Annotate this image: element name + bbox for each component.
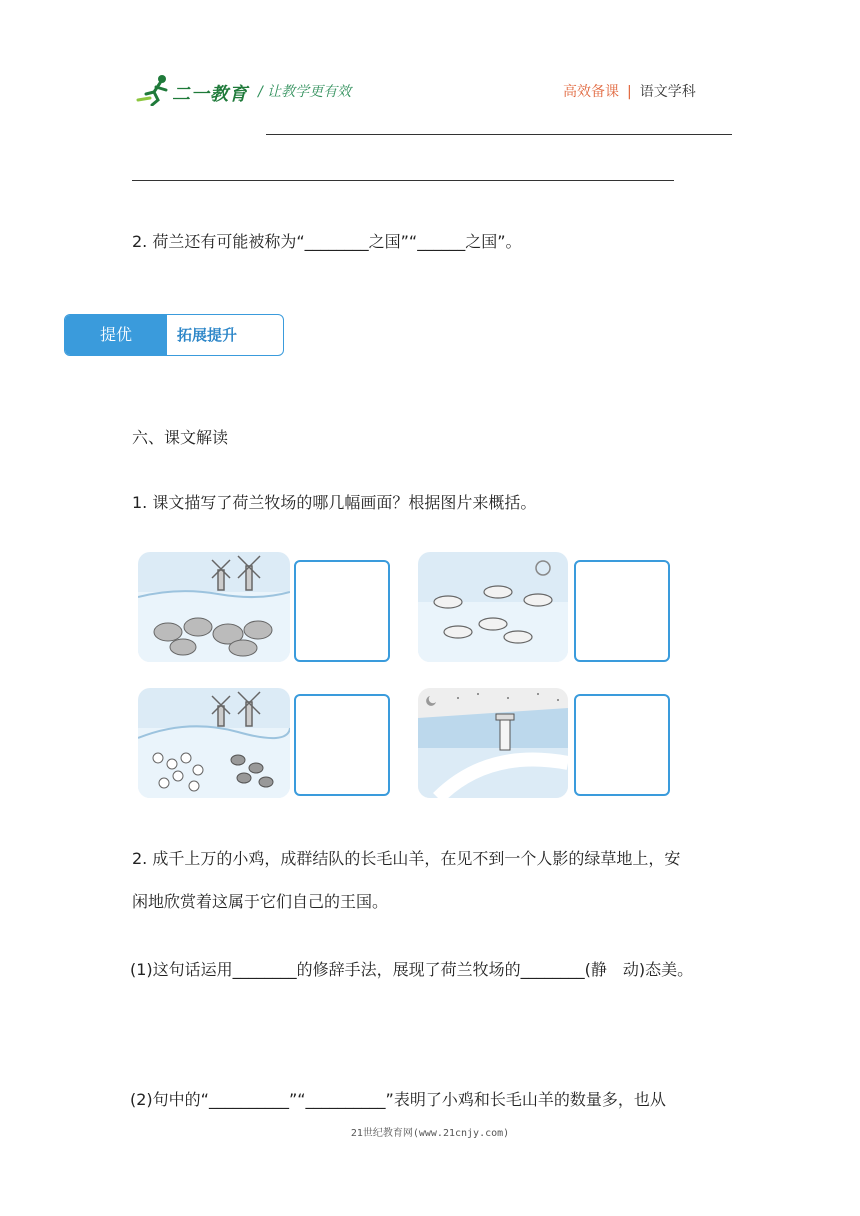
question-2-line-2: 闲地欣赏着这属于它们自己的王国。 [132, 892, 389, 911]
badge-right-label: 拓展提升 [177, 326, 238, 344]
cattle-windmill-picture [138, 552, 290, 662]
question-fill: 2. 荷兰还有可能被称为“________之国”“______之国”。 [132, 232, 522, 251]
answer-line [132, 180, 674, 181]
answer-box[interactable] [574, 560, 670, 662]
night-lighthouse-picture [418, 688, 568, 798]
question-2-line-1: 2. 成千上万的小鸡，成群结队的长毛山羊，在见不到一个人影的绿草地上，安 [132, 849, 681, 868]
sub-question-1: (1)这句话运用________的修辞手法，展现了荷兰牧场的________(静 动)态美。 [130, 960, 694, 979]
header-right [563, 81, 696, 101]
logo-text: 二一教育 [172, 84, 248, 105]
header-accent: 高效备课 [563, 84, 619, 100]
answer-box[interactable] [574, 694, 670, 796]
slogan: / 让教学更有效 [258, 84, 352, 100]
header-separator: | [627, 84, 632, 100]
sub-question-2: (2)句中的“__________”“__________”表明了小鸡和长毛山羊的数量多，也从 [130, 1090, 666, 1109]
answer-box[interactable] [294, 560, 390, 662]
answer-box[interactable] [294, 694, 390, 796]
section-title: 六、课文解读 [132, 428, 229, 447]
badge-left-label: 提优 [65, 315, 167, 355]
section-badge [64, 314, 284, 356]
horses-picture [418, 552, 568, 662]
answer-line [266, 134, 732, 135]
question-1: 1. 课文描写了荷兰牧场的哪几幅画面？根据图片来概括。 [132, 493, 537, 512]
header-subject: 语文学科 [639, 84, 696, 100]
runner-logo-icon [136, 74, 176, 106]
sheep-windmill-picture [138, 688, 290, 798]
footer: 21世纪教育网(www.21cnjy.com) [350, 1128, 510, 1139]
